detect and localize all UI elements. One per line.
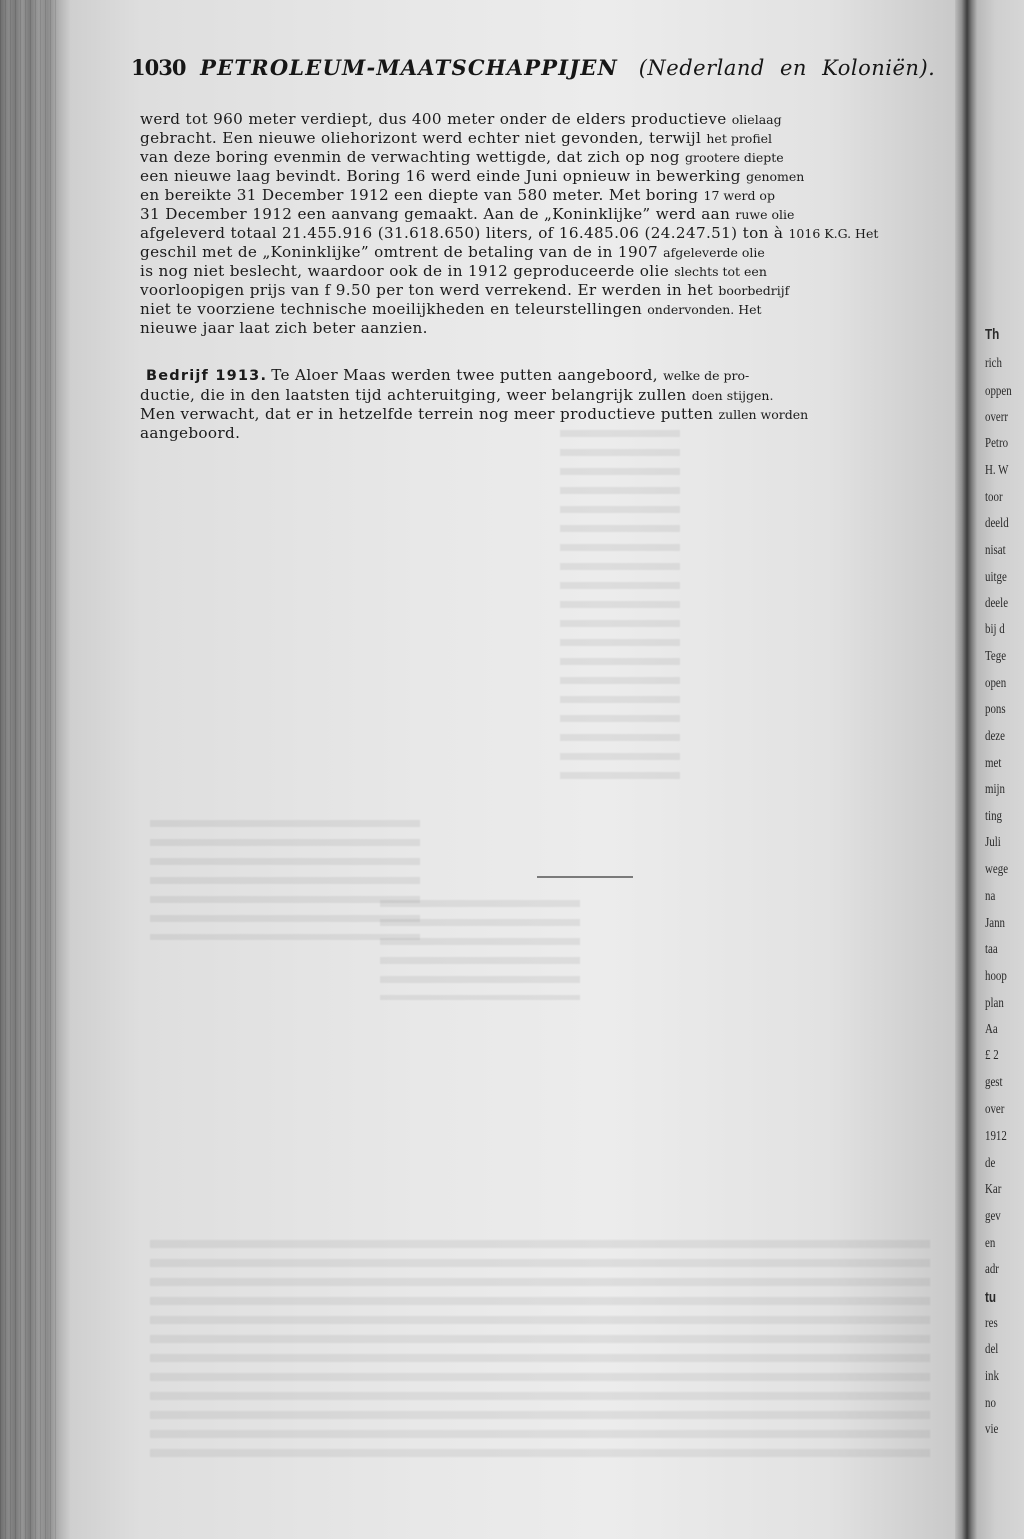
text-line: van deze boring evenmin de verwachting wettigde, dat zich op nog grootere diepte (140, 148, 784, 166)
adjacent-page-edge (977, 0, 1024, 1539)
section-separator-rule (537, 876, 633, 878)
adjacent-page-text-fragment: ting (985, 809, 1002, 824)
running-subtitle: (Nederland en Koloniën). (638, 56, 936, 80)
text-line: en bereikte 31 December 1912 een diepte van 580 meter. Met boring 17 werd op (140, 186, 775, 204)
adjacent-page-text-fragment: H. W (985, 463, 1009, 478)
adjacent-page-text-fragment: de (985, 1156, 996, 1171)
adjacent-page-text-fragment: vie (985, 1422, 999, 1437)
page-gutter (955, 0, 977, 1539)
text-line: 31 December 1912 een aanvang gemaakt. Aan de „Koninklijke” werd aan ruwe olie (140, 205, 795, 223)
adjacent-page-text-fragment: en (985, 1236, 996, 1251)
text-line: Bedrijf 1913. Te Aloer Maas werden twee putten aangeboord, welke de pro- (146, 366, 750, 384)
adjacent-page-text-fragment: uitge (985, 570, 1007, 585)
running-title: PETROLEUM-MAATSCHAPPIJEN (200, 55, 619, 80)
adjacent-page-text-fragment: del (985, 1342, 999, 1357)
adjacent-page-text-fragment: open (985, 676, 1007, 691)
adjacent-page-text-fragment: no (985, 1396, 996, 1411)
adjacent-page-text-fragment: mijn (985, 782, 1006, 797)
paragraph-boring-report (140, 110, 926, 338)
text-line: voorloopigen prijs van f 9.50 per ton werd verrekend. Er werden in het boorbedrijf (140, 281, 790, 299)
section-lead-heading: Bedrijf 1913. (146, 368, 268, 384)
page-number: 1030 (131, 55, 186, 80)
text-line: geschil met de „Koninklijke” omtrent de betaling van de in 1907 afgeleverde olie (140, 243, 765, 261)
text-line: niet te voorziene technische moeilijkheden en teleurstellingen ondervonden. Het (140, 300, 762, 318)
adjacent-page-text-fragment: wege (985, 862, 1009, 877)
adjacent-page-text-fragment: deele (985, 596, 1009, 611)
adjacent-page-text-fragment: res (985, 1316, 998, 1331)
bleed-through-paragraph (150, 1240, 930, 1460)
adjacent-page-text-fragment: pons (985, 702, 1006, 717)
text-line: nieuwe jaar laat zich beter aanzien. (140, 319, 428, 337)
text-line: is nog niet beslecht, waardoor ook de in 1912 geproduceerde olie slechts tot een (140, 262, 767, 280)
page-edges (0, 0, 60, 1539)
text-line: Men verwacht, dat er in hetzelfde terrein nog meer productieve putten zullen worden (140, 405, 809, 423)
bleed-through-table-right (560, 430, 680, 780)
adjacent-page-text-fragment: met (985, 756, 1002, 771)
text-line: afgeleverd totaal 21.455.916 (31.618.650) liters, of 16.485.06 (24.247.51) ton à 1016 K.G. Het (140, 224, 879, 242)
adjacent-page-text-fragment: £ 2 (985, 1048, 999, 1063)
paragraph-bedrijf-1913 (140, 366, 926, 443)
adjacent-page-text-fragment: over (985, 1102, 1005, 1117)
adjacent-page-text-fragment: Jann (985, 916, 1006, 931)
adjacent-page-text-fragment: adr (985, 1262, 999, 1277)
text-line: een nieuwe laag bevindt. Boring 16 werd einde Juni opnieuw in bewerking genomen (140, 167, 805, 185)
adjacent-page-text-fragment: nisat (985, 543, 1006, 558)
bleed-through-table-center (380, 900, 580, 1000)
adjacent-page-text-fragment: gest (985, 1075, 1003, 1090)
adjacent-page-text-fragment: Juli (985, 835, 1001, 850)
book-spine (0, 0, 70, 1539)
adjacent-page-text-fragment: ink (985, 1369, 999, 1384)
adjacent-page-text-fragment: toor (985, 490, 1003, 505)
adjacent-page-text-fragment: deeld (985, 516, 1009, 531)
adjacent-page-text-fragment: overr (985, 410, 1009, 425)
text-line: ductie, die in den laatsten tijd achteruitging, weer belangrijk zullen doen stijgen. (140, 386, 774, 404)
adjacent-page-text-fragment: 1912 (985, 1129, 1007, 1144)
text-line: gebracht. Een nieuwe oliehorizont werd echter niet gevonden, terwijl het profiel (140, 129, 773, 147)
adjacent-page-text-fragment: Kar (985, 1182, 1002, 1197)
text-line: aangeboord. (140, 424, 241, 442)
adjacent-page-text-fragment: rich (985, 356, 1002, 371)
adjacent-page-text-fragment: gev (985, 1209, 1001, 1224)
adjacent-page-text-fragment: plan (985, 996, 1004, 1011)
page-header (131, 55, 951, 89)
adjacent-page-text-fragment: deze (985, 729, 1006, 744)
text-line: werd tot 960 meter verdiept, dus 400 meter onder de elders productieve olielaag (140, 110, 782, 128)
adjacent-page-text-fragment: tu (985, 1289, 997, 1306)
adjacent-page-text-fragment: na (985, 889, 996, 904)
adjacent-page-text-fragment: Petro (985, 436, 1009, 451)
adjacent-page-text-fragment: Tege (985, 649, 1007, 664)
adjacent-page-text-fragment: taa (985, 942, 998, 957)
adjacent-page-text-fragment: oppen (985, 384, 1012, 399)
adjacent-page-text-fragment: bij d (985, 622, 1005, 637)
adjacent-page-text-fragment: hoop (985, 969, 1007, 984)
adjacent-page-text-fragment: Aa (985, 1022, 998, 1037)
adjacent-page-text-fragment: Th (985, 326, 1000, 343)
